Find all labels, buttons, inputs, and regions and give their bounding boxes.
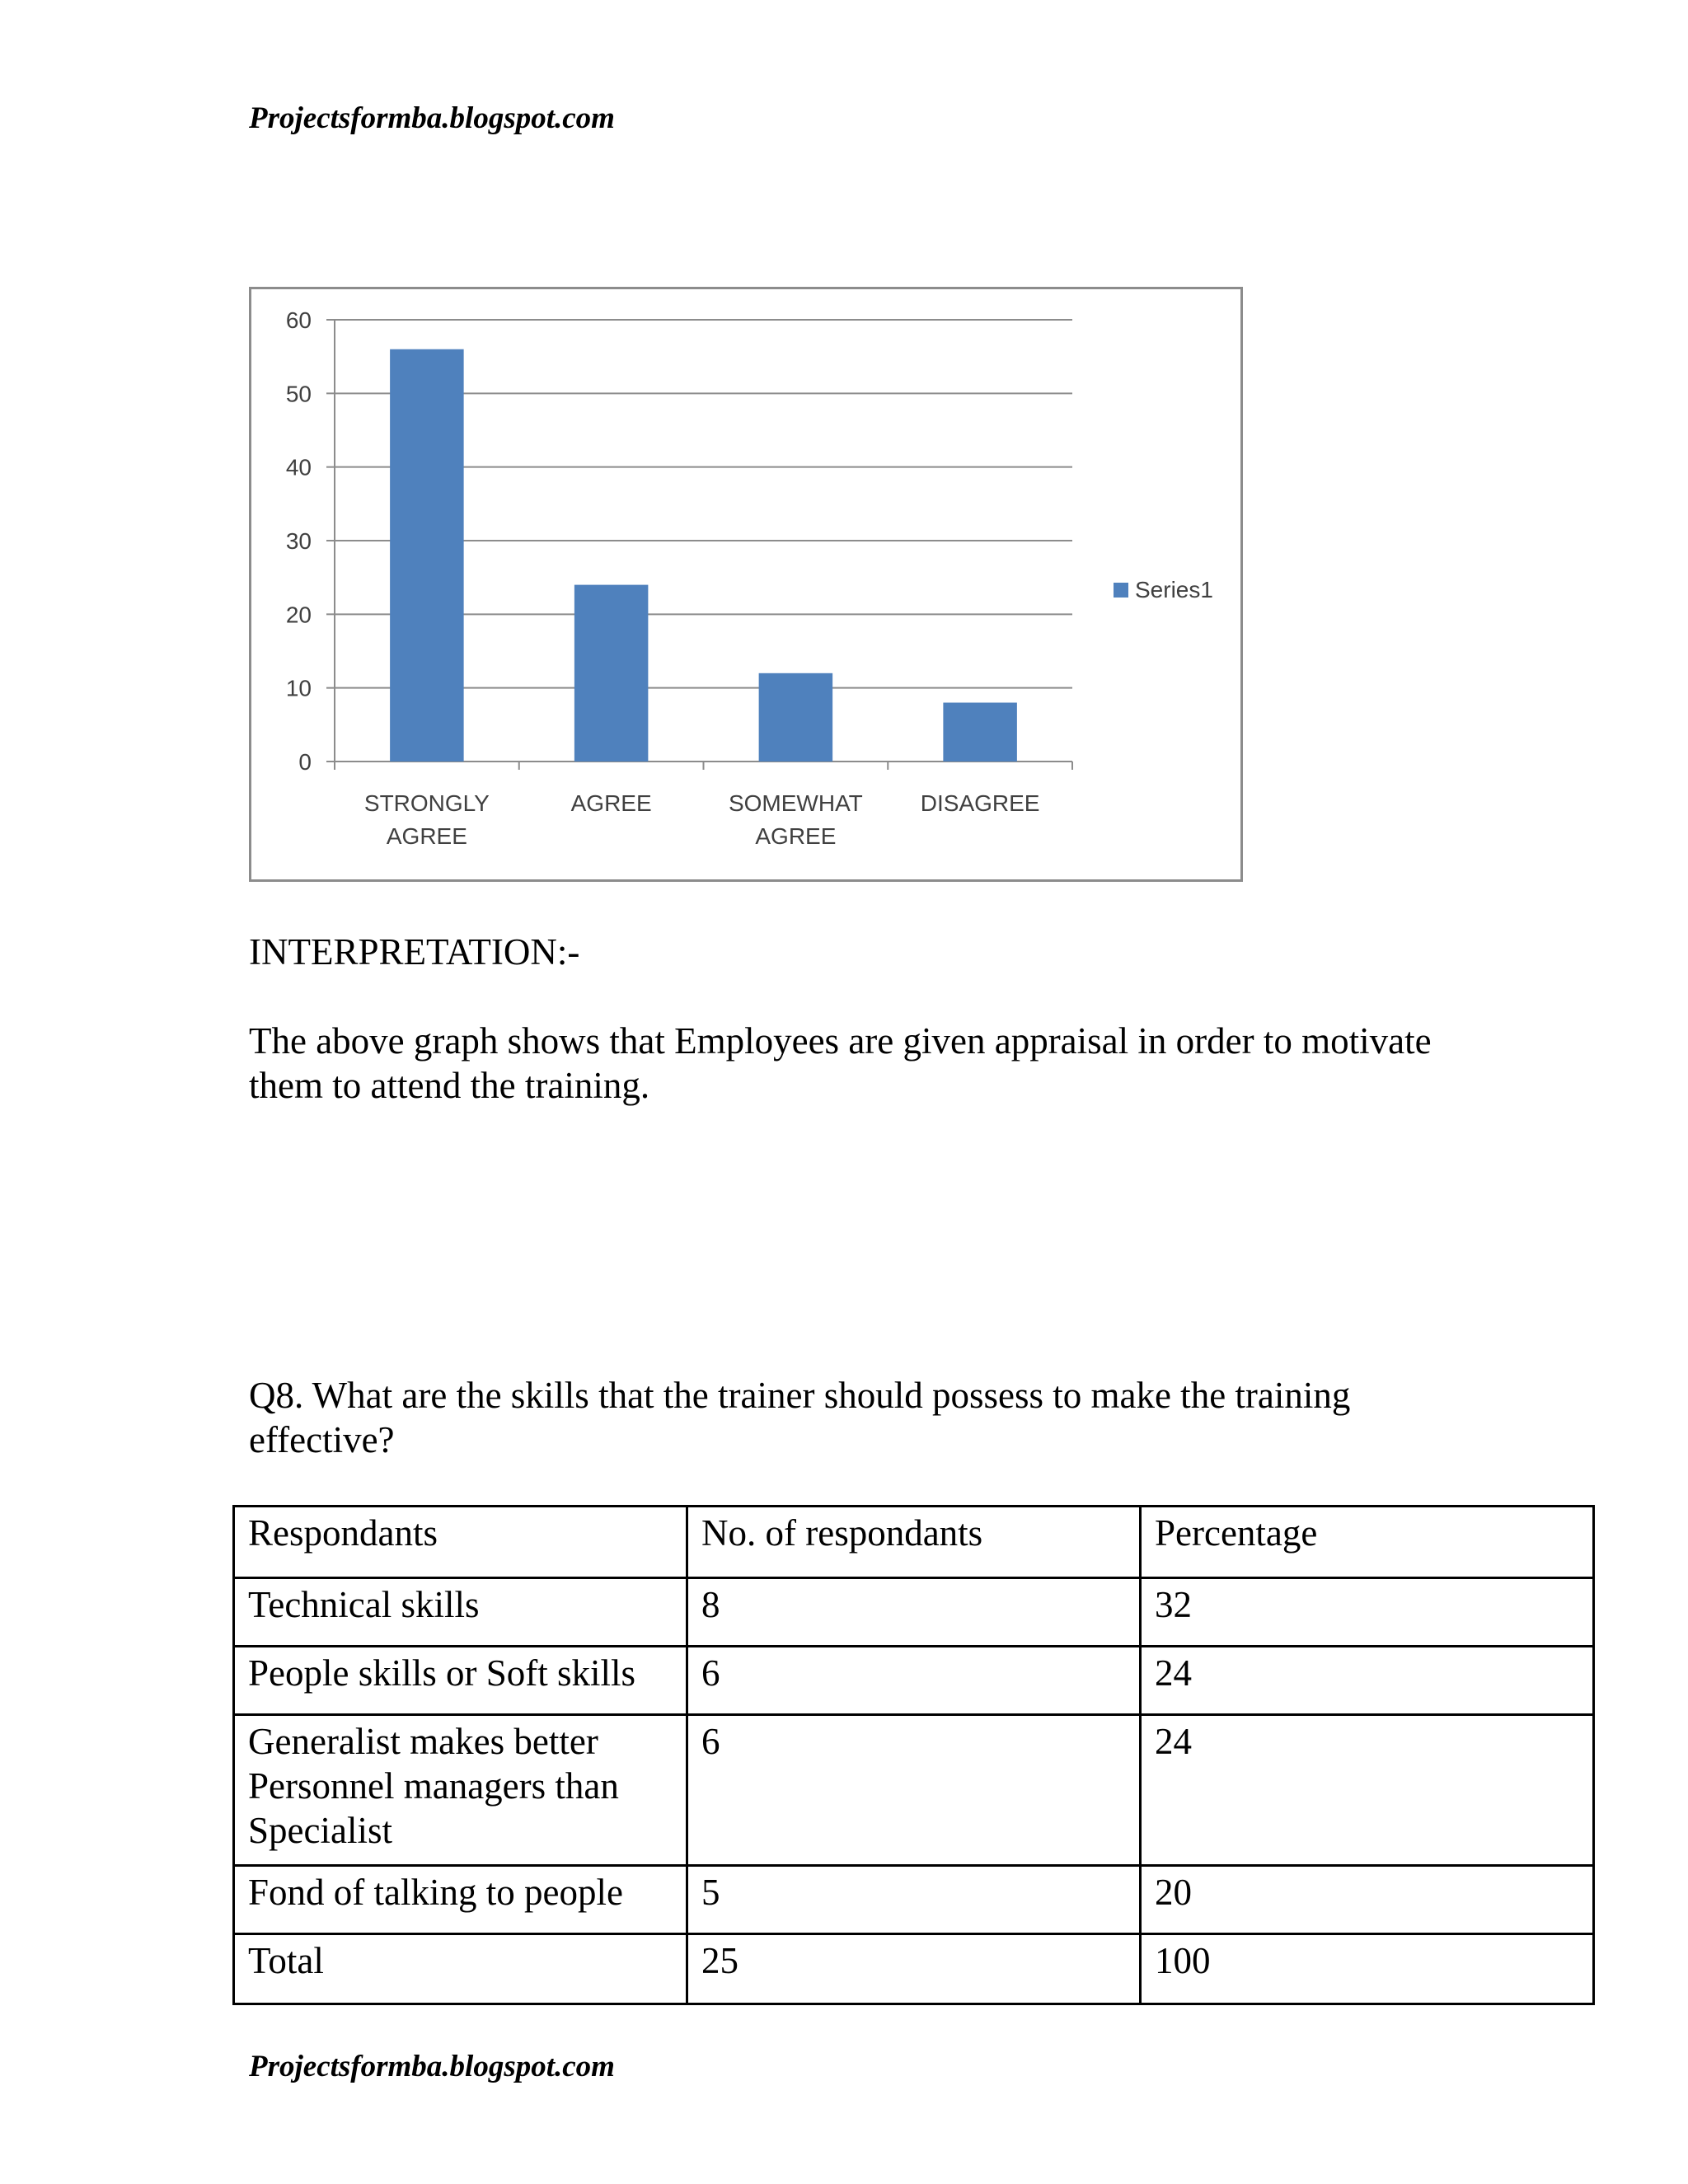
table-cell: Fond of talking to people	[234, 1866, 687, 1934]
table-cell: Generalist makes better Personnel managers than Specialist	[234, 1715, 687, 1866]
x-tick-label: AGREE	[755, 823, 837, 849]
bar	[574, 585, 649, 762]
table-row	[234, 1578, 1594, 1647]
y-tick-label: 10	[285, 675, 312, 701]
table-cell: 25	[687, 1934, 1141, 2004]
y-tick-label: 20	[285, 602, 312, 628]
x-tick-label: SOMEWHAT	[728, 790, 863, 816]
table-header-cell: No. of respondants	[687, 1507, 1141, 1578]
interpretation-heading: INTERPRETATION:-	[249, 931, 580, 972]
skills-table	[232, 1505, 1595, 2005]
bar	[759, 673, 833, 762]
table-cell: People skills or Soft skills	[234, 1647, 687, 1715]
table-cell: 24	[1141, 1647, 1594, 1715]
table-header-row	[234, 1507, 1594, 1578]
question-text: Q8. What are the skills that the trainer should possess to make the training effective?	[249, 1375, 1351, 1460]
x-tick-label: DISAGREE	[920, 790, 1040, 816]
table-cell: Total	[234, 1934, 687, 2004]
table-total-row	[234, 1934, 1594, 2004]
table-cell: 24	[1141, 1715, 1594, 1866]
y-tick-label: 40	[285, 454, 312, 480]
table-cell: Technical skills	[234, 1578, 687, 1647]
x-tick-label: AGREE	[570, 790, 652, 816]
y-tick-label: 30	[285, 528, 312, 554]
table-cell: 6	[687, 1715, 1141, 1866]
table-cell: 100	[1141, 1934, 1594, 2004]
table-cell: 5	[687, 1866, 1141, 1934]
table-cell: 32	[1141, 1578, 1594, 1647]
y-tick-label: 60	[285, 307, 312, 333]
bar-chart	[249, 287, 1243, 882]
table-row	[234, 1715, 1594, 1866]
legend-swatch	[1114, 583, 1128, 598]
bar-chart-svg	[251, 289, 1245, 884]
y-tick-label: 50	[285, 381, 312, 407]
table-header-cell: Percentage	[1141, 1507, 1594, 1578]
table-header-cell: Respondants	[234, 1507, 687, 1578]
table-cell: 8	[687, 1578, 1141, 1647]
table-row	[234, 1647, 1594, 1715]
bar	[943, 703, 1017, 762]
header-site-name: Projectsformba.blogspot.com	[249, 101, 615, 135]
table-row	[234, 1866, 1594, 1934]
legend-label: Series1	[1135, 577, 1213, 602]
x-tick-label: AGREE	[386, 823, 467, 849]
x-tick-label: STRONGLY	[363, 790, 490, 816]
interpretation-text: The above graph shows that Employees are given appraisal in order to motivate them to attend the training.	[249, 1020, 1432, 1106]
y-tick-label: 0	[298, 749, 312, 775]
footer-site-name: Projectsformba.blogspot.com	[249, 2050, 615, 2083]
bar	[390, 349, 464, 762]
table-cell: 6	[687, 1647, 1141, 1715]
table-cell: 20	[1141, 1866, 1594, 1934]
